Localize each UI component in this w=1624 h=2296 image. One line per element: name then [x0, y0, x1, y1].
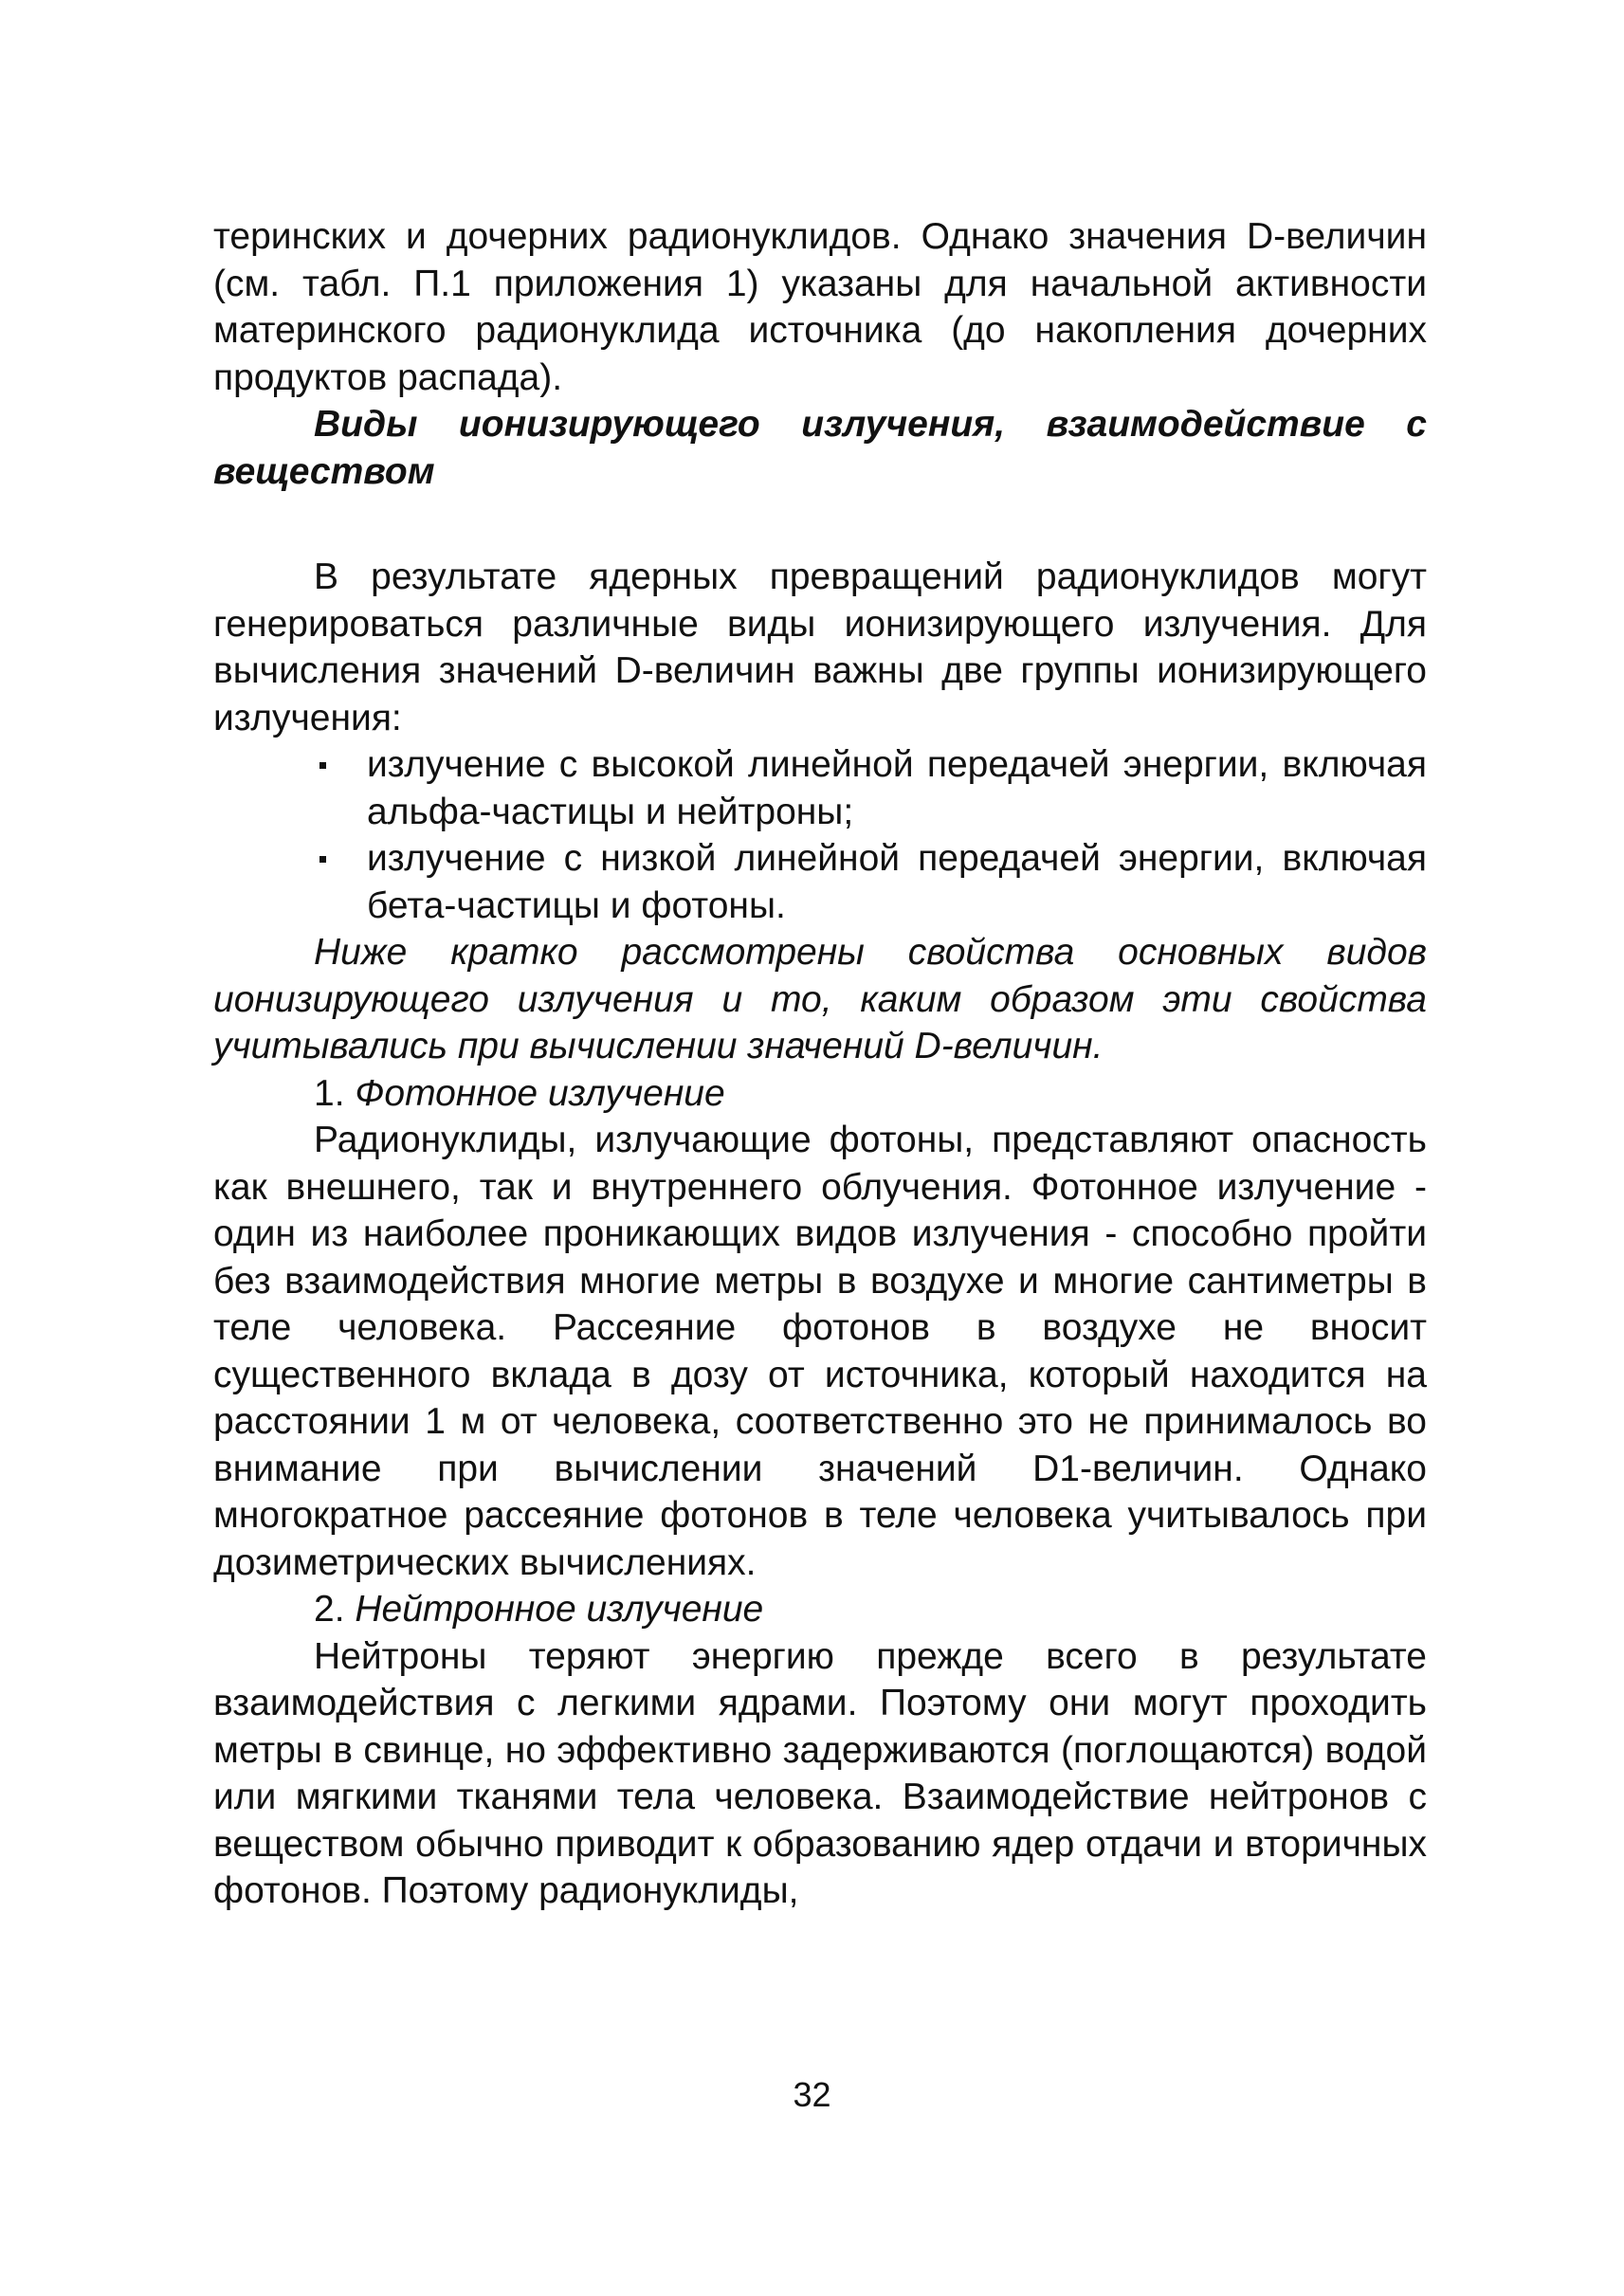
paragraph-overview — [213, 929, 1427, 1070]
subsection-title: Нейтронное излучение — [355, 1589, 764, 1630]
list-item — [213, 835, 1427, 929]
list-item-text: излучение с низкой линейной передачей энергии, включая бета-частицы и фотоны. — [367, 838, 1427, 926]
section-heading: Виды ионизирующего излучения, взаимодействие с веществом — [213, 404, 1427, 492]
paragraph-photon: Радионуклиды, излучающие фотоны, представляют опасность как внешнего, так и внутреннего облучения. Фотонное излучение - один из наиболее проникающих видов излучения - способно пройти без взаимодействия многие метры в воздухе и многие сантиметры в теле человека. Рассеяние фотонов в воздухе не вносит существенного вклада в дозу от источника, который находится на расстоянии 1 м от человека, соответственно это не принималось во внимание при вычислении значений D1-величин. Однако многократное рассеяние фотонов в теле человека учитывалось при дозиметрических вычислениях. — [213, 1120, 1427, 1583]
paragraph-intro: В результате ядерных превращений радионуклидов могут генерироваться различные виды ионизирующего излучения. Для вычисления значений D-величин важны две группы ионизирующего излучения: — [213, 556, 1427, 738]
bullet-icon — [319, 856, 326, 863]
bullet-icon — [319, 762, 326, 769]
bullet-list — [213, 741, 1427, 929]
subsection-number: 1. — [314, 1072, 345, 1114]
page-body — [213, 213, 1427, 1915]
subsection-heading-photon — [213, 1070, 1427, 1118]
subsection-title: Фотонное излучение — [355, 1072, 725, 1114]
subsection-number: 2. — [314, 1589, 345, 1630]
paragraph-continuation: теринских и дочерних радионуклидов. Однако значения D-величин (см. табл. П.1 приложения 1) указаны для начальной активности материнского радионуклида источника (до накопления дочерних продуктов распада). — [213, 216, 1427, 398]
paragraph-overview-text: Ниже кратко рассмотрены свойства основных видов ионизирующего излучения и то, каким образом эти свойства учитывались при вычислении значений D-величин. — [213, 932, 1427, 1066]
page-number: 32 — [793, 2075, 831, 2114]
list-item — [213, 741, 1427, 835]
paragraph-neutron: Нейтроны теряют энергию прежде всего в результате взаимодействия с легкими ядрами. Поэтому они могут проходить метры в свинце, но эффективно задерживаются (поглощаются) водой или мягкими тканями тела человека. Взаимодействие нейтронов с веществом обычно приводит к образованию ядер отдачи и вторичных фотонов. Поэтому радионуклиды, — [213, 1635, 1427, 1911]
subsection-heading-neutron — [213, 1586, 1427, 1633]
list-item-text: излучение с высокой линейной передачей энергии, включая альфа-частицы и нейтроны; — [367, 744, 1427, 832]
